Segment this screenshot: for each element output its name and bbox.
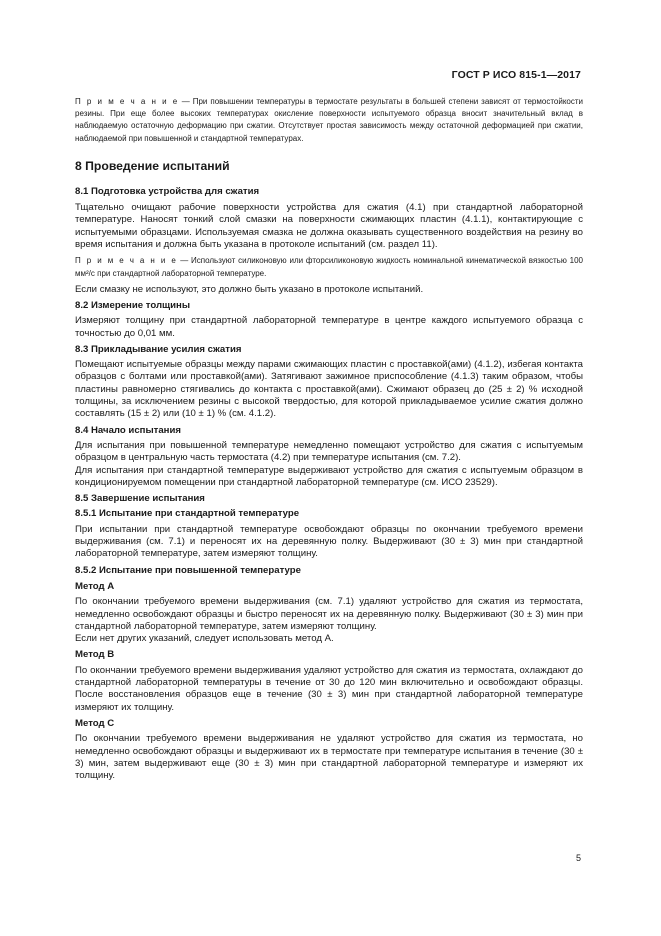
- method-a-title: Метод А: [75, 580, 115, 592]
- section-8-title: 8 Проведение испытаний: [75, 158, 230, 173]
- section-8-3-title: 8.3 Прикладывание усилия сжатия: [75, 343, 242, 355]
- section-8-1-para2: Если смазку не используют, это должно быть указано в протоколе испытаний.: [75, 283, 424, 295]
- method-b-para: По окончании требуемого времени выдерживания удаляют устройство для сжатия из термостата, охлаждают до стандартной лабораторной температуры в течение от 30 до 120 мин включительно и освобождают образцы. После восстановления образцов еще в течение (30 ± 3) мин при стандартной лабораторной температуре измеряют их толщину.: [75, 664, 583, 713]
- section-8-3-para: Помещают испытуемые образцы между парами сжимающих пластин с проставкой(ами) (4.1.2), избегая контакта образцов с болтами или проставкой(ами). Затягивают зажимное приспособление (4.1.3) таким образом, чтобы пластины равномерно стягивались до контакта с проставкой(ами). Сжимают образец до (25 ± 2) % исходной толщины, за исключением резины с высокой твердостью, для которой прикладываемое усилие сжатия должно составлять (15 ± 2) или (10 ± 1) % (см. 4.1.2).: [75, 359, 583, 420]
- method-a-para1: По окончании требуемого времени выдерживания (см. 7.1) удаляют устройство для сжатия из термостата, немедленно освобождают образцы и быстро переносят их на деревянную полку. Выдерживают (30 ± 3) мин при стандартной лабораторной температуре, затем измеряют толщину.: [75, 596, 583, 632]
- section-8-2-title: 8.2 Измерение толщины: [75, 300, 191, 311]
- section-8-5-1-para: При испытании при стандартной температуре освобождают образцы по окончании требуемого времени выдерживания (см. 7.1) и переносят их на деревянную полку. Выдерживают (30 ± 3) мин при стандартной лабораторной температуре, затем измеряют толщину.: [75, 523, 583, 560]
- note-label: П р и м е ч а н и е: [75, 97, 179, 106]
- section-8-5-2-title: 8.5.2 Испытание при повышенной температуре: [75, 564, 301, 576]
- note-label: П р и м е ч а н и е: [75, 256, 178, 266]
- note-text: — При повышении температуры в термостате результаты в большей степени зависят от термостойкости резины. При еще более высоких температурах окисление поверхности испытуемого образца вносит значительный вклад в наблюдаемую остаточную деформацию при сжатии. Отсутствует простая зависимость между остаточной деформацией при сжатии, наблюдаемой при повышенной и стандартной температурах.: [75, 97, 583, 143]
- section-8-4-title: 8.4 Начало испытания: [75, 424, 181, 436]
- note-thermal: [75, 96, 583, 145]
- page-number: 5: [575, 853, 581, 863]
- section-8-1-title: 8.1 Подготовка устройства для сжатия: [75, 185, 260, 197]
- method-c-para: По окончании требуемого времени выдерживания не удаляют устройство для сжатия из термостата, но немедленно освобождают образцы и выдерживают их в термостате при температуре испытания в течение (30 ± 3) мин, затем выдерживают еще (30 ± 3) мин при стандартной лабораторной температуре и измеряют их толщину.: [75, 733, 583, 782]
- method-a-para2: Если нет других указаний, следует использовать метод А.: [75, 633, 334, 645]
- section-8-5-title: 8.5 Завершение испытания: [75, 493, 205, 505]
- section-8-4-para1: Для испытания при повышенной температуре немедленно помещают устройство для сжатия с испытуемым образцом в центральную часть термостата (4.2) при температуре испытания (см. 7.2).: [75, 439, 583, 464]
- section-8-1-para: Тщательно очищают рабочие поверхности устройства для сжатия (4.1) при стандартной лабораторной температуре. Наносят тонкий слой смазки на поверхности сжимающих пластин (4.1.1), контактирующие с испытуемыми образцами. Используемая смазка не должна оказывать существенного воздействия на резину во время испытания и должна быть указана в протоколе испытаний (см. раздел 11).: [75, 202, 583, 250]
- method-b-title: Метод В: [75, 649, 115, 661]
- note-text: — Используют силиконовую или фторсиликоновую жидкость номинальной кинематической вязкостью 100 мм²/с при стандартной лабораторной температуре.: [75, 256, 583, 278]
- section-8-5-1-title: 8.5.1 Испытание при стандартной температуре: [75, 508, 300, 520]
- method-c-title: Метод С: [75, 717, 115, 729]
- section-8-2-para: Измеряют толщину при стандартной лабораторной температуре в центре каждого испытуемого образца с точностью до 0,01 мм.: [75, 315, 583, 339]
- page-content: [75, 96, 583, 782]
- section-8-4-para2: Для испытания при стандартной температуре выдерживают устройство для сжатия с испытуемым образцом в кондиционируемом помещении при стандартной лабораторной температуре (см. ИСО 23529).: [75, 464, 583, 488]
- section-8-1-note: [75, 255, 583, 279]
- document-id-header: ГОСТ Р ИСО 815-1—2017: [451, 69, 581, 81]
